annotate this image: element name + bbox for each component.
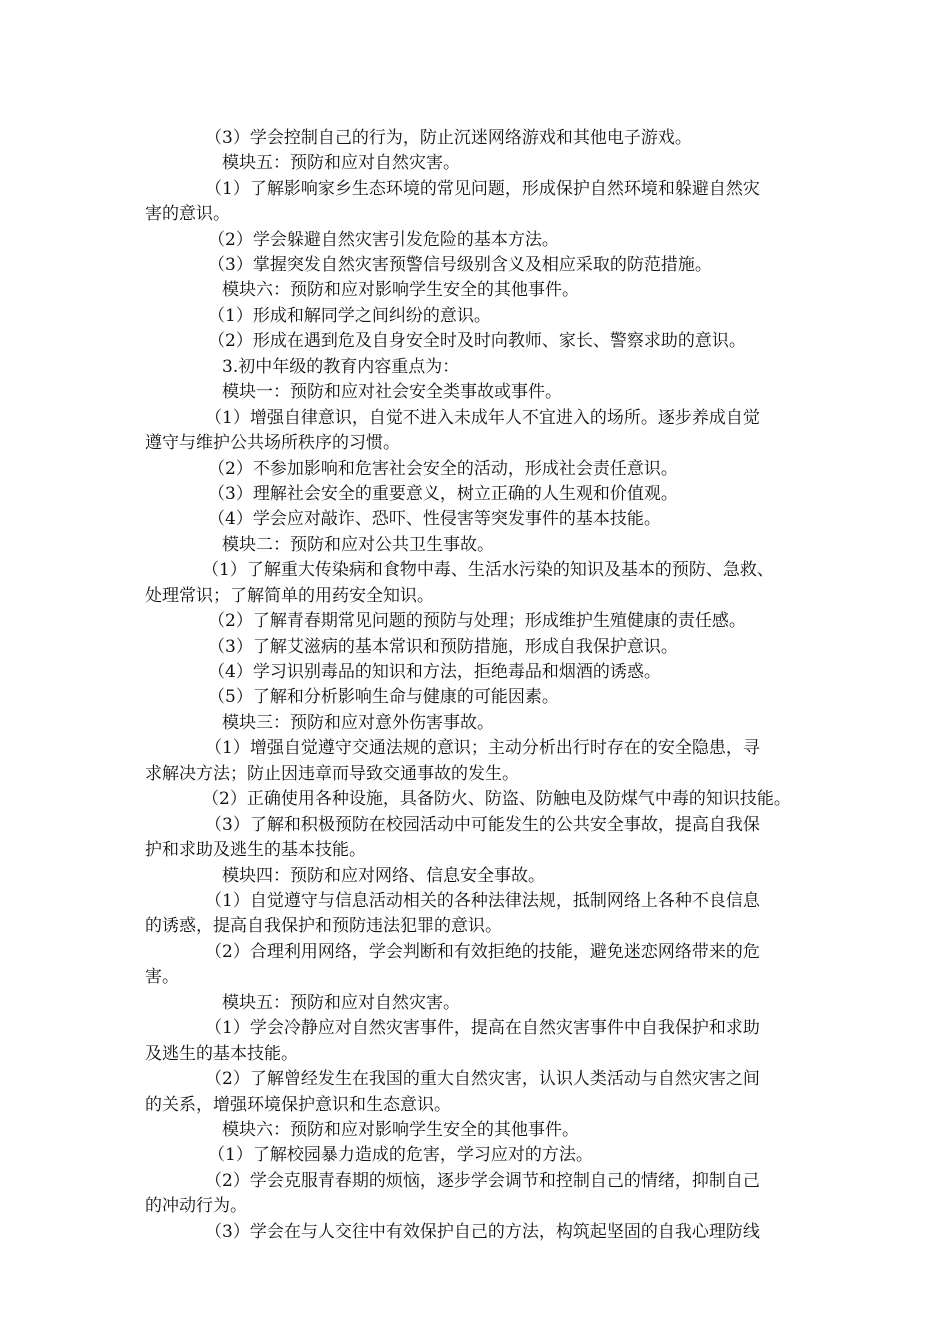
text-line: 护和求助及逃生的基本技能。 <box>145 840 366 860</box>
text-line: 遵守与维护公共场所秩序的习惯。 <box>145 433 400 453</box>
text-line: （2）合理利用网络，学会判断和有效拒绝的技能，避免迷恋网络带来的危 <box>205 942 760 962</box>
section-heading: 模块一：预防和应对社会安全类事故或事件。 <box>222 382 562 402</box>
text-line: （2）正确使用各种设施，具备防火、防盗、防触电及防煤气中毒的知识技能。 <box>202 789 791 809</box>
text-line: 的诱惑，提高自我保护和预防违法犯罪的意识。 <box>145 916 502 936</box>
text-line: （5）了解和分析影响生命与健康的可能因素。 <box>208 687 559 707</box>
section-heading: 模块二：预防和应对公共卫生事故。 <box>222 535 494 555</box>
section-heading: 模块五：预防和应对自然灾害。 <box>222 993 460 1013</box>
text-line: （2）形成在遇到危及自身安全时及时向教师、家长、警察求助的意识。 <box>208 331 746 351</box>
text-line: （3）了解艾滋病的基本常识和预防措施，形成自我保护意识。 <box>208 637 678 657</box>
text-line: 处理常识；了解简单的用药安全知识。 <box>145 586 434 606</box>
text-line: （3）学会在与人交往中有效保护自己的方法，构筑起坚固的自我心理防线 <box>205 1222 760 1242</box>
text-line: （2）学会克服青春期的烦恼，逐步学会调节和控制自己的情绪，抑制自己 <box>205 1171 760 1191</box>
text-line: （3）理解社会安全的重要意义，树立正确的人生观和价值观。 <box>208 484 678 504</box>
text-line: （1）增强自律意识，自觉不进入未成年人不宜进入的场所。逐步养成自觉 <box>205 408 760 428</box>
section-heading: 模块五：预防和应对自然灾害。 <box>222 153 460 173</box>
text-line: （1）增强自觉遵守交通法规的意识；主动分析出行时存在的安全隐患，寻 <box>205 738 760 758</box>
text-line: 害。 <box>145 967 179 987</box>
text-line: （3）掌握突发自然灾害预警信号级别含义及相应采取的防范措施。 <box>208 255 712 275</box>
text-line: （4）学习识别毒品的知识和方法，拒绝毒品和烟酒的诱惑。 <box>208 662 661 682</box>
text-line: 害的意识。 <box>145 204 230 224</box>
text-line: （1）了解校园暴力造成的危害，学习应对的方法。 <box>208 1145 593 1165</box>
text-line: （1）形成和解同学之间纠纷的意识。 <box>208 306 491 326</box>
text-line: （3）学会控制自己的行为，防止沉迷网络游戏和其他电子游戏。 <box>205 128 692 148</box>
text-line: （2）学会躲避自然灾害引发危险的基本方法。 <box>208 230 559 250</box>
text-line: （2）了解曾经发生在我国的重大自然灾害，认识人类活动与自然灾害之间 <box>205 1069 760 1089</box>
text-line: （1）了解影响家乡生态环境的常见问题，形成保护自然环境和躲避自然灾 <box>205 179 760 199</box>
text-line: 及逃生的基本技能。 <box>145 1044 298 1064</box>
text-line: （2）了解青春期常见问题的预防与处理；形成维护生殖健康的责任感。 <box>208 611 746 631</box>
text-line: （1）学会冷静应对自然灾害事件，提高在自然灾害事件中自我保护和求助 <box>205 1018 760 1038</box>
text-line: 求解决方法；防止因违章而导致交通事故的发生。 <box>145 764 519 784</box>
section-heading: 模块六：预防和应对影响学生安全的其他事件。 <box>222 280 579 300</box>
text-line: （2）不参加影响和危害社会安全的活动，形成社会责任意识。 <box>208 459 678 479</box>
text-line: 的冲动行为。 <box>145 1196 247 1216</box>
section-heading: 模块六：预防和应对影响学生安全的其他事件。 <box>222 1120 579 1140</box>
text-line: （1）了解重大传染病和食物中毒、生活水污染的知识及基本的预防、急救、 <box>202 560 774 580</box>
text-line: （1）自觉遵守与信息活动相关的各种法律法规，抵制网络上各种不良信息 <box>205 891 760 911</box>
section-heading: 模块三：预防和应对意外伤害事故。 <box>222 713 494 733</box>
text-line: （4）学会应对敲诈、恐吓、性侵害等突发事件的基本技能。 <box>208 509 661 529</box>
section-heading: 3.初中年级的教育内容重点为： <box>222 357 460 377</box>
text-line: （3）了解和积极预防在校园活动中可能发生的公共安全事故，提高自我保 <box>205 815 760 835</box>
text-line: 的关系，增强环境保护意识和生态意识。 <box>145 1095 451 1115</box>
section-heading: 模块四：预防和应对网络、信息安全事故。 <box>222 866 545 886</box>
